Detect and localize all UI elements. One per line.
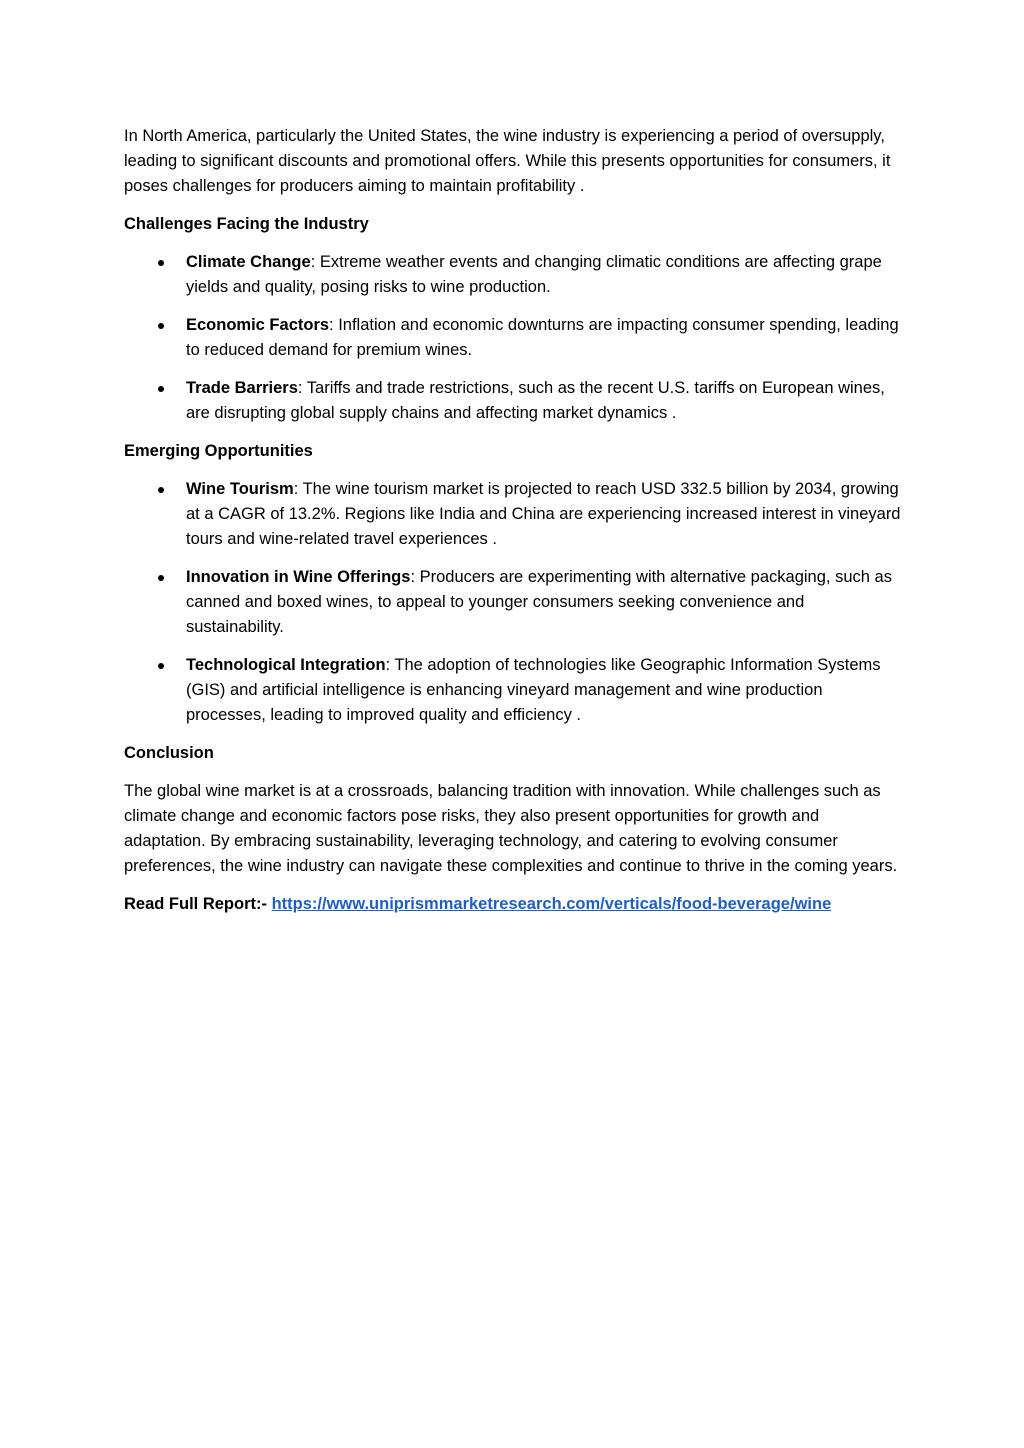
list-item: [124, 376, 902, 426]
item-term: Technological Integration: [186, 656, 386, 674]
bullet-icon: [158, 386, 164, 392]
item-term: Climate Change: [186, 253, 311, 271]
opportunities-list: [124, 477, 902, 728]
read-full-report: [124, 892, 902, 917]
item-text: : The adoption of technologies like Geographic Information Systems (GIS) and artificial intelligence is enhancing vineyard management and wine production processes, leading to improved quality and efficiency .: [186, 656, 881, 724]
item-text: : Extreme weather events and changing climatic conditions are affecting grape yields and quality, posing risks to wine production.: [186, 253, 882, 296]
bullet-icon: [158, 575, 164, 581]
bullet-icon: [158, 260, 164, 266]
item-text: : The wine tourism market is projected to reach USD 332.5 billion by 2034, growing at a CAGR of 13.2%. Regions like India and China are experiencing increased interest in vineyard tours and wine-related travel experiences .: [186, 480, 901, 548]
challenges-heading: Challenges Facing the Industry: [124, 215, 369, 233]
item-term: Innovation in Wine Offerings: [186, 568, 411, 586]
list-item: [124, 653, 902, 728]
intro-paragraph: In North America, particularly the United States, the wine industry is experiencing a period of oversupply, leading to significant discounts and promotional offers. While this presents opportunities for consumers, it poses challenges for producers aiming to maintain profitability .: [124, 127, 891, 195]
item-text: : Inflation and economic downturns are impacting consumer spending, leading to reduced demand for premium wines.: [186, 316, 899, 359]
challenges-list: [124, 250, 902, 426]
list-item: [124, 477, 902, 552]
opportunities-heading: Emerging Opportunities: [124, 442, 313, 460]
bullet-icon: [158, 663, 164, 669]
list-item: [124, 313, 902, 363]
conclusion-paragraph: The global wine market is at a crossroads, balancing tradition with innovation. While challenges such as climate change and economic factors pose risks, they also present opportunities for growth and adaptation. By embracing sustainability, leveraging technology, and catering to evolving consumer preferences, the wine industry can navigate these complexities and continue to thrive in the coming years.: [124, 782, 898, 875]
list-item: [124, 250, 902, 300]
document-page: [124, 124, 902, 917]
bullet-icon: [158, 323, 164, 329]
item-term: Wine Tourism: [186, 480, 294, 498]
item-term: Economic Factors: [186, 316, 330, 334]
read-full-report-label: Read Full Report:-: [124, 895, 272, 913]
report-link[interactable]: https://www.uniprismmarketresearch.com/verticals/food-beverage/wine: [271, 895, 832, 913]
item-term: Trade Barriers: [186, 379, 298, 397]
list-item: [124, 565, 902, 640]
conclusion-heading: Conclusion: [124, 744, 214, 762]
bullet-icon: [158, 487, 164, 493]
item-text: : Producers are experimenting with alternative packaging, such as canned and boxed wines, to appeal to younger consumers seeking convenience and sustainability.: [186, 568, 892, 636]
item-text: : Tariffs and trade restrictions, such as the recent U.S. tariffs on European wines, are disrupting global supply chains and affecting market dynamics .: [186, 379, 885, 422]
